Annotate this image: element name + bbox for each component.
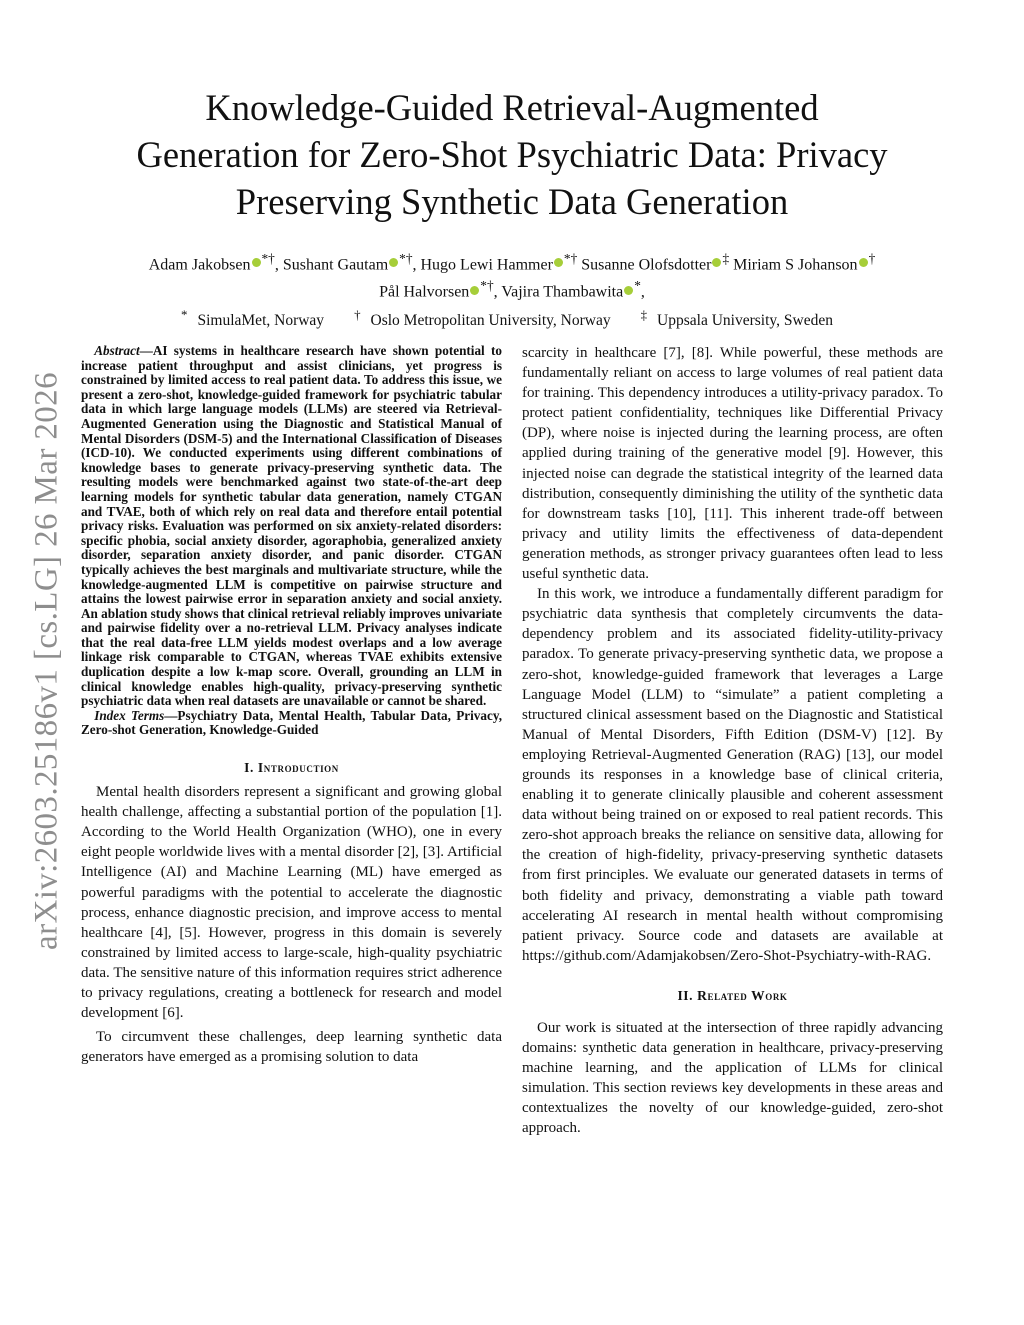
orcid-icon[interactable]	[624, 286, 633, 295]
author-name: Miriam S Johanson	[729, 256, 858, 274]
affiliation-name: Uppsala University, Sweden	[657, 311, 833, 329]
intro-paragraph: To circumvent these challenges, deep learning synthetic data generators have emerged as a promising solution to data	[81, 1029, 502, 1066]
author-marks: *†	[563, 251, 578, 266]
author-marks: ‡	[722, 251, 730, 266]
orcid-icon[interactable]	[470, 286, 479, 295]
index-terms-label: Index Terms	[94, 707, 165, 723]
affiliation-mark: †	[354, 306, 361, 322]
author-line	[60, 275, 964, 302]
index-terms	[81, 709, 502, 738]
author-marks: †	[868, 251, 876, 266]
affiliation-mark: *	[181, 306, 188, 322]
affiliation-name: SimulaMet, Norway	[197, 311, 325, 329]
orcid-icon[interactable]	[252, 258, 261, 267]
author-line	[60, 248, 964, 275]
author-name: Susanne Olofsdotter	[577, 256, 712, 274]
paper-title	[80, 84, 944, 225]
affiliation	[640, 306, 843, 329]
arxiv-identifier: arXiv:2603.25186v1 [cs.LG] 26 Mar 2026	[28, 372, 65, 950]
section-heading-introduction: I. Introduction	[244, 760, 339, 776]
orcid-icon[interactable]	[554, 258, 563, 267]
title-line: Preserving Synthetic Data Generation	[235, 181, 789, 222]
intro-paragraph: Mental health disorders represent a significant and growing global health challenge, affecting a substantial portion of the population [1]. According to the World Health Organization (WHO), one in every eight people worldwide lives with a mental disorder [2], [3]. Artificial Intelligence (AI) and Machine Learning (ML) have emerged as powerful paradigms with the potential to accelerate the diagnostic process, enhance diagnostic precision, and improve access to mental healthcare [4], [5]. However, progress in this domain is severely constrained by limited access to large-scale, high-quality psychiatric data. The sensitive nature of this information requires strict adherence to privacy regulations, creating a bottleneck for research and model development [6].	[81, 784, 502, 1022]
author-marks: *†	[261, 251, 275, 266]
orcid-icon[interactable]	[712, 258, 721, 267]
author-name: , Hugo Lewi Hammer	[412, 256, 553, 274]
author-name: , Sushant Gautam	[274, 256, 389, 274]
title-line: Knowledge-Guided Retrieval-Augmented	[205, 87, 819, 128]
abstract-text: —AI systems in healthcare research have shown potential to increase patient throughput and assist clinicians, yet progress is constrained by limited access to real patient data. To address this issue, we present a zero-shot, knowledge-guided framework for psychiatric tabular data in which large language models (LLMs) are steered via Retrieval-Augmented Generation using the Diagnostic and Statistical Manual of Mental Disorders (DSM-5) and the International Classification of Diseases (ICD-10). We conducted experiments using different combinations of knowledge bases to generate privacy-preserving synthetic data. The resulting models were benchmarked against two state-of-the-art deep learning models for synthetic tabular data generation, namely CTGAN and TVAE, both of which rely on real data and therefore entail potential privacy risks. Evaluation was performed on six anxiety-related disorders: specific phobia, social anxiety disorder, agoraphobia, generalized anxiety disorder, separation anxiety disorder, and panic disorder. CTGAN typically achieves the best marginals and multivariate structure, while the knowledge-augmented LLM is competitive on pairwise structure and attains the lowest pairwise error in separation anxiety and social anxiety. An ablation study shows that clinical retrieval reliably improves univariate and pairwise fidelity over a no-retrieval LLM. Privacy analyses indicate that the real data-free LLM yields modest overlaps and a low average linkage risk comparable to CTGAN, whereas TVAE exhibits extensive duplication despite a low k-map score. Overall, grounding an LLM in clinical knowledge enables high-quality, privacy-preserving synthetic psychiatric data when real datasets are unavailable or cannot be shared.	[81, 343, 502, 709]
author-name: , Vajira Thambawita	[493, 283, 624, 301]
author-name: Adam Jakobsen	[148, 256, 251, 274]
index-terms-text: —Psychiatry Data, Mental Health, Tabular Data, Privacy, Zero-shot Generation, Knowledge-Guided	[81, 707, 502, 738]
body-paragraph: scarcity in healthcare [7], [8]. While powerful, these methods are fundamentally reliant on access to large volumes of real patient data for training. This dependency introduces a utility-privacy paradox. To protect patient confidentiality, techniques like Differential Privacy (DP), where noise is injected during the learning process, are often applied during training of the generative model [9]. However, this injected noise can degrade the statistical integrity of the learned data distribution, consequently diminishing the utility of the synthetic data for downstream tasks [10], [11]. This inherent trade-off between privacy and utility limits the effectiveness of data-dependent generation methods, as stronger privacy guarantees often lead to less useful synthetic data.	[522, 345, 943, 583]
abstract-label: Abstract	[94, 343, 140, 358]
related-work-paragraph: Our work is situated at the intersection of three rapidly advancing domains: synthetic data generation in healthcare, privacy-preserving machine learning, and the application of LLMs for clinical simulation. This section reviews key developments in these areas and contextualizes the novelty of our knowledge-guided, zero-shot approach.	[522, 1019, 943, 1137]
author-marks: *	[634, 278, 641, 294]
affiliation-mark: ‡	[640, 306, 648, 322]
author-name: Pål Halvorsen	[379, 283, 470, 301]
affiliation-name: Oslo Metropolitan University, Norway	[370, 311, 611, 329]
affiliation	[354, 306, 621, 329]
affiliations	[60, 304, 964, 331]
orcid-icon[interactable]	[859, 258, 868, 267]
author-marks: *†	[480, 278, 494, 294]
body-paragraph: In this work, we introduce a fundamentally different paradigm for psychiatric data synthesis that completely circumvents the data-dependency problem and its associated fidelity-utility-privacy paradox. To generate privacy-preserving synthetic data, we propose a zero-shot, knowledge-guided framework that leverages a Large Language Model (LLM) to “simulate” a patient completing a structured clinical assessment based on the Diagnostic and Statistical Manual of Mental Disorders, Fifth Edition (DSM-V) [12]. By employing Retrieval-Augmented Generation (RAG) [13], our model grounds its responses in a knowledge base of clinical criteria, enabling it to generate clinically plausible and coherent assessment data without being trained on or exposed to real patient records. This zero-shot approach breaks the reliance on sensitive data, allowing for the creation of high-fidelity, privacy-preserving synthetic datasets from first principles. We evaluate our generated datasets in terms of both fidelity and privacy, demonstrating a viable path toward accelerating AI research in mental health without compromising patient privacy. Source code and datasets are available at https://github.com/Adamjakobsen/Zero-Shot-Psychiatry-with-RAG.	[522, 586, 943, 964]
author-marks: *†	[399, 251, 413, 266]
author-block	[60, 248, 964, 331]
title-line: Generation for Zero-Shot Psychiatric Data: Privacy	[136, 134, 888, 175]
right-column	[522, 343, 943, 1138]
affiliation	[181, 306, 334, 329]
abstract	[81, 344, 502, 709]
author-punct: ,	[640, 283, 645, 301]
left-column	[81, 344, 502, 1067]
orcid-icon[interactable]	[389, 258, 398, 267]
section-heading-related-work: II. Related Work	[677, 987, 788, 1003]
